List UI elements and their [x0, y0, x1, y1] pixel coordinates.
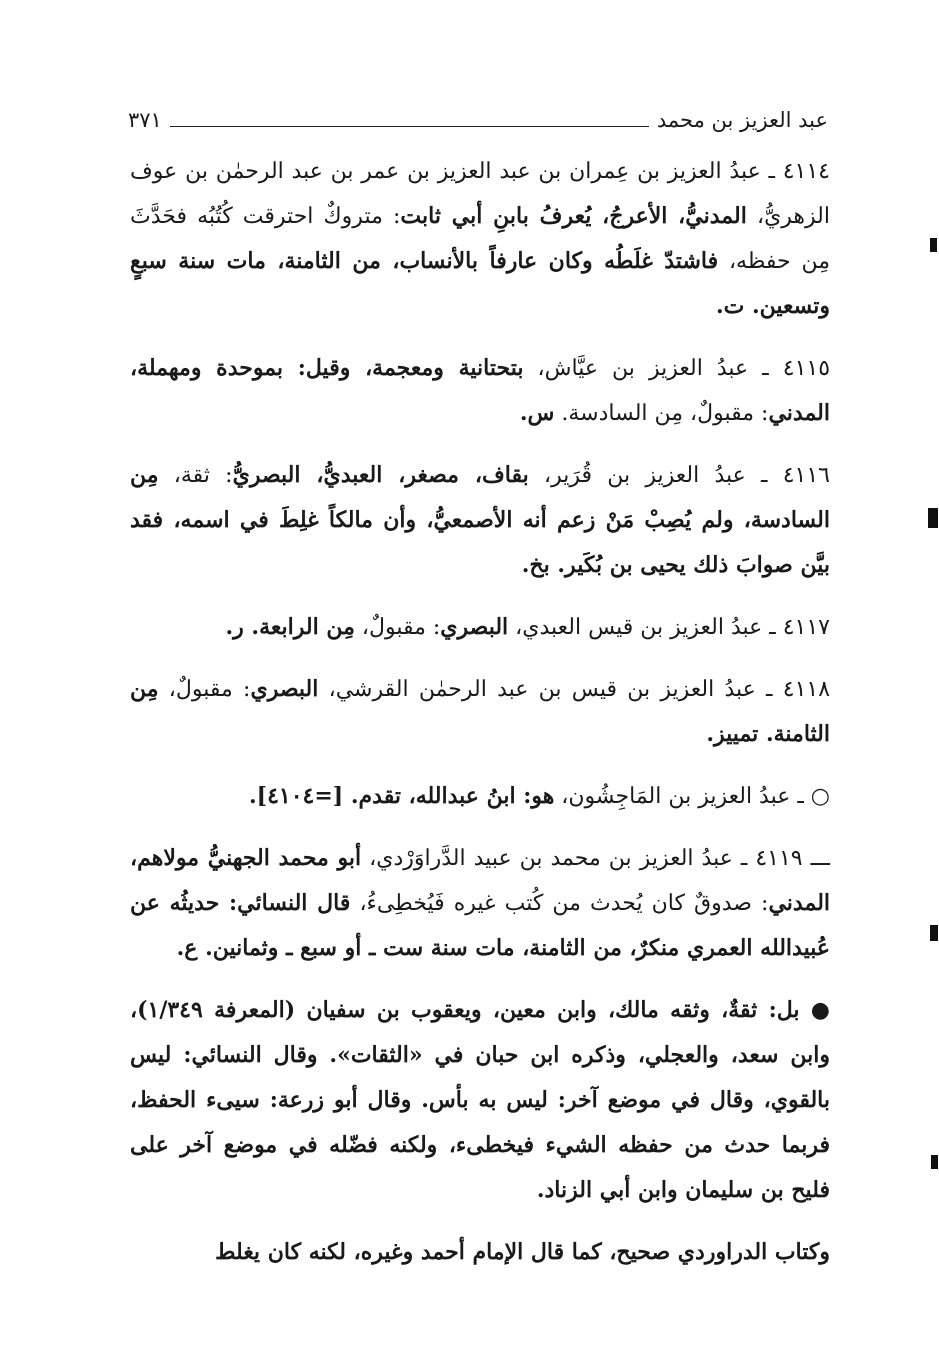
- entry-text: ○ ـ عبدُ العزيز بن المَاجِشُون،: [554, 784, 830, 809]
- entry-text: : صدوقٌ كان يُحدث من كُتب غيره فَيُخطِىءُ،: [350, 891, 769, 916]
- entry-4119: [130, 836, 830, 971]
- entry-bold: المدنيُّ، الأعرجُ، يُعرفُ بابنِ أبي ثابت: [400, 203, 747, 229]
- entry-text: : مقبولٌ،: [354, 615, 441, 640]
- entry-4117: [130, 605, 830, 650]
- entry-bold: بقاف، مصغر، العبديُّ، البصريُّ: [232, 462, 529, 488]
- entry-text: ٤١١٨ ـ عبدُ العزيز بن قيس بن عبد الرحمٰن القرشي،: [318, 677, 831, 702]
- entry-text: : ثقة،: [158, 463, 233, 488]
- entry-bold: مِن السادسة، ولم يُصِبْ مَنْ زعم أنه الأصمعيُّ، وأن مالكاً غلِطَ في اسمه، فقد بيَّن صوابَ ذلك يحيى بن بُكَير. بخ.: [130, 462, 830, 578]
- margin-mark: [931, 1155, 938, 1169]
- entry-majishun-crossref: [130, 774, 830, 819]
- entry-bold: البصري: [440, 614, 509, 640]
- margin-mark: [930, 925, 938, 941]
- header-rule: [170, 126, 649, 127]
- entry-bold: مِن الثامنة. تمييز.: [130, 676, 830, 747]
- entry-bold: أبو محمد الجهنيُّ مولاهم، المدني: [130, 845, 831, 916]
- main-text: [130, 150, 830, 1292]
- entry-bold: فاشتدّ غلَطُه وكان عارفاً بالأنساب، من الثامنة، مات سنة سبعٍ وتسعين. ت.: [130, 248, 830, 319]
- entry-bold: قال النسائي: حديثُه عن عُبيدالله العمري منكرٌ، من الثامنة، مات سنة ست ـ أو سبع ـ وثمانين. ع.: [130, 890, 830, 961]
- editor-note-continued: [130, 1230, 830, 1275]
- entry-text: : مقبولٌ،: [158, 677, 251, 702]
- entry-text: ٤١١٧ ـ عبدُ العزيز بن قيس العبدي،: [508, 615, 830, 640]
- margin-mark: [928, 508, 938, 528]
- entry-text: ٤١١٥ ـ عبدُ العزيز بن عيَّاش،: [523, 356, 831, 381]
- entry-4116: [130, 453, 830, 588]
- entry-4118: [130, 667, 830, 757]
- entry-text: ـــ ٤١١٩ ـ عبدُ العزيز بن محمد بن عبيد الدَّراوَرْدي،: [361, 846, 830, 871]
- running-title: عبد العزيز بن محمد: [656, 108, 828, 132]
- margin-mark: [930, 238, 937, 252]
- entry-bold: مِن الرابعة. ر.: [225, 614, 355, 640]
- entry-4114: [130, 150, 830, 329]
- editor-note-text: ● بل: ثقةٌ، وثقه مالك، وابن معين، ويعقوب بن سفيان (المعرفة ١/٣٤٩)، وابن سعد، والعجلي، وذكره ابن حبان في «الثقات». وقال النسائي: ليس بالقوي، وقال في موضع آخر: ليس به بأس. وقال أبو زرعة: سيىء الحفظ، فربما حدث من حفظه الشيء فيخطىء، ولكنه فضّله في موضع آخر على فليح بن سليمان وابن أبي الزناد.: [130, 997, 830, 1203]
- entry-text: ٤١١٤ ـ عبدُ العزيز بن عِمران بن عبد العزيز بن عمر بن عبد الرحمٰن بن عوف الزهريُّ،: [130, 159, 830, 229]
- entry-4115: [130, 346, 830, 436]
- editor-note-text: وكتاب الدراوردي صحيح، كما قال الإمام أحمد وغيره، لكنه كان يغلط: [215, 1239, 830, 1265]
- entry-text: ٤١١٦ ـ عبدُ العزيز بن قُرَير،: [528, 463, 830, 488]
- entry-bold: هو: ابنُ عبدالله، تقدم. [=٤١٠٤].: [249, 783, 555, 809]
- entry-text: : مقبولٌ، مِن السادسة.: [554, 401, 769, 426]
- entry-text: : متروكٌ احترقت كُتُبُه فحَدَّثَ مِن حفظه،: [130, 204, 830, 274]
- entry-bold: البصري: [250, 676, 319, 702]
- page-number: ٣٧١: [128, 108, 162, 132]
- entry-bold: س.: [519, 400, 555, 426]
- editor-note: [130, 988, 830, 1213]
- entry-bold: بتحتانية ومعجمة، وقيل: بموحدة ومهملة، المدني: [130, 355, 830, 426]
- running-header: [128, 102, 828, 138]
